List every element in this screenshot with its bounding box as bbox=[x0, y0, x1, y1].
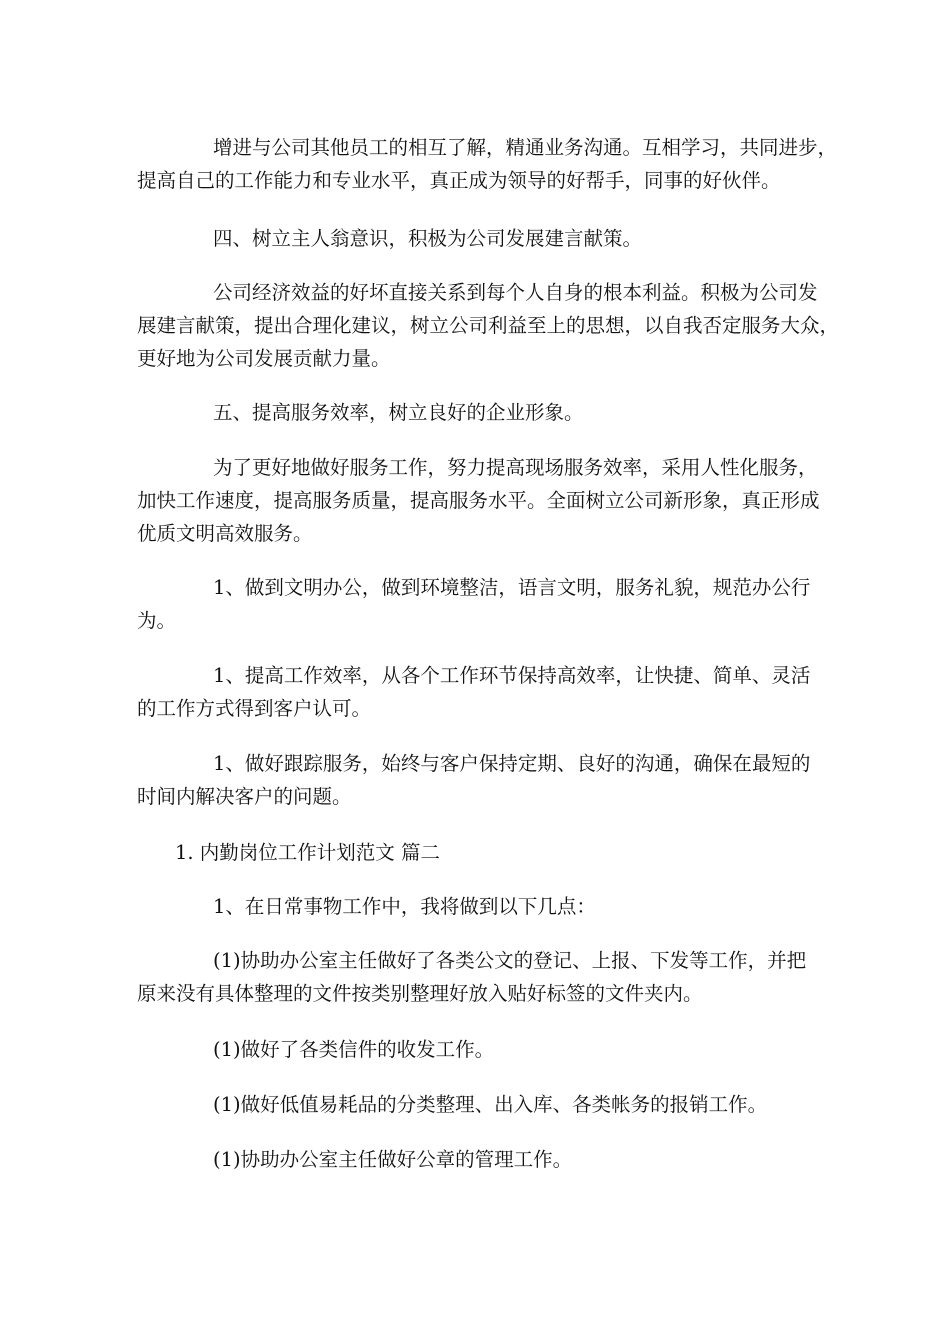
list-item-seal-management bbox=[137, 1143, 827, 1176]
text-line: 五、提高服务效率，树立良好的企业形象。 bbox=[213, 401, 584, 424]
text-line: 四、树立主人翁意识，积极为公司发展建言献策。 bbox=[213, 227, 643, 250]
heading-section-four bbox=[137, 222, 827, 255]
text-line: 原来没有具体整理的文件按类别整理好放入贴好标签的文件夹内。 bbox=[137, 982, 703, 1005]
text-line: 1、在日常事物工作中，我将做到以下几点： bbox=[213, 895, 596, 918]
text-line: 1、做到文明办公，做到环境整洁，语言文明，服务礼貌，规范办公行 bbox=[213, 576, 811, 599]
paragraph-service-work bbox=[137, 451, 827, 550]
text-line: 公司经济效益的好坏直接关系到每个人自身的根本利益。积极为公司发 bbox=[213, 281, 818, 304]
list-item-documents bbox=[137, 944, 827, 1010]
text-line: (1)做好了各类信件的收发工作。 bbox=[213, 1038, 495, 1061]
text-line: 优质文明高效服务。 bbox=[137, 522, 313, 545]
text-line: 增进与公司其他员工的相互了解，精通业务沟通。互相学习，共同进步， bbox=[213, 136, 838, 159]
list-item-civilized-office bbox=[137, 571, 827, 637]
text-line: 1、提高工作效率，从各个工作环节保持高效率，让快捷、简单、灵活 bbox=[213, 664, 811, 687]
text-line: (1)协助办公室主任做好公章的管理工作。 bbox=[213, 1148, 573, 1171]
list-item-work-efficiency bbox=[137, 659, 827, 725]
text-line: 的工作方式得到客户认可。 bbox=[137, 697, 372, 720]
list-item-follow-up-service bbox=[137, 747, 827, 813]
text-line: 为。 bbox=[137, 609, 177, 632]
text-line: (1)协助办公室主任做好了各类公文的登记、上报、下发等工作，并把 bbox=[213, 949, 807, 972]
text-line: 加快工作速度，提高服务质量，提高服务水平。全面树立公司新形象，真正形成 bbox=[137, 489, 820, 512]
heading-section-five bbox=[137, 396, 827, 429]
text-line: 更好地为公司发展贡献力量。 bbox=[137, 347, 391, 370]
paragraph-mutual-understanding bbox=[137, 131, 838, 197]
list-item-letters bbox=[137, 1033, 827, 1066]
text-line: (1)做好低值易耗品的分类整理、出入库、各类帐务的报销工作。 bbox=[213, 1093, 768, 1116]
text-line: 为了更好地做好服务工作，努力提高现场服务效率，采用人性化服务， bbox=[213, 456, 818, 479]
text-line: 1、做好跟踪服务，始终与客户保持定期、良好的沟通，确保在最短的 bbox=[213, 752, 811, 775]
list-item-daily-affairs bbox=[137, 890, 827, 923]
list-item-consumables bbox=[137, 1088, 827, 1121]
heading-part-two bbox=[137, 836, 827, 869]
text-line: 1. 内勤岗位工作计划范文 篇二 bbox=[175, 841, 441, 864]
text-line: 展建言献策，提出合理化建议，树立公司利益至上的思想，以自我否定服务大众， bbox=[137, 314, 840, 337]
text-line: 提高自己的工作能力和专业水平，真正成为领导的好帮手，同事的好伙伴。 bbox=[137, 169, 781, 192]
text-line: 时间内解决客户的问题。 bbox=[137, 785, 352, 808]
paragraph-economic-benefit bbox=[137, 276, 840, 375]
